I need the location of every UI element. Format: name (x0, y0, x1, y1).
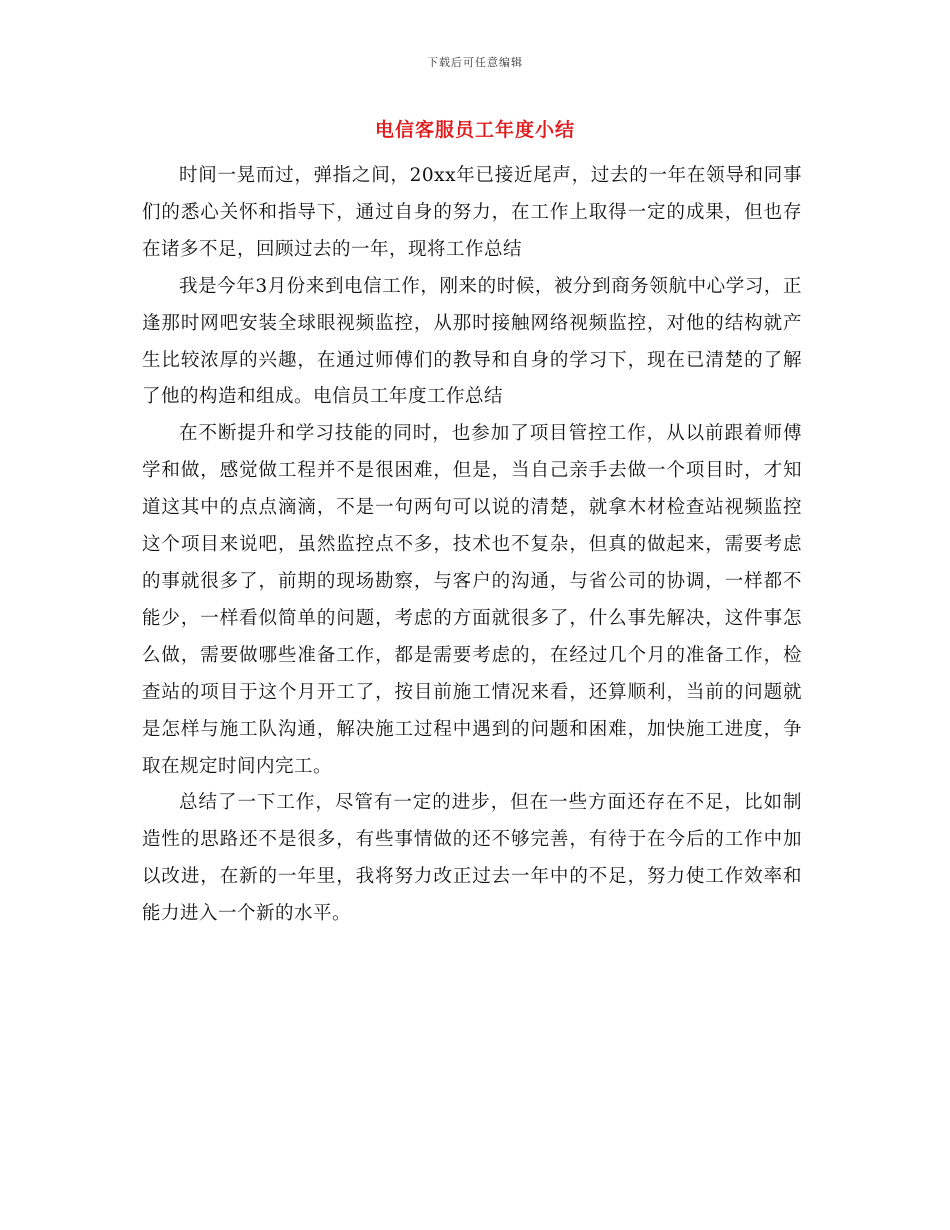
paragraph: 在不断提升和学习技能的同时，也参加了项目管控工作，从以前跟着师傅学和做，感觉做工程并不是很困难，但是，当自己亲手去做一个项目时，才知道这其中的点点滴滴，不是一句两句可以说的清楚，就拿木材检查站视频监控这个项目来说吧，虽然监控点不多，技术也不复杂，但真的做起来，需要考虑的事就很多了，前期的现场勘察，与客户的沟通，与省公司的协调，一样都不能少，一样看似简单的问题，考虑的方面就很多了，什么事先解决，这件事怎么做，需要做哪些准备工作，都是需要考虑的，在经过几个月的准备工作，检查站的项目于这个月开工了，按目前施工情况来看，还算顺利，当前的问题就是怎样与施工队沟通，解决施工过程中遇到的问题和困难，加快施工进度，争取在规定时间内完工。 (142, 423, 802, 777)
paragraph: 总结了一下工作，尽管有一定的进步，但在一些方面还存在不足，比如制造性的思路还不是很多，有些事情做的还不够完善，有待于在今后的工作中加以改进，在新的一年里，我将努力改正过去一年中的不足，努力使工作效率和能力进入一个新的水平。 (142, 792, 802, 925)
paragraph: 我是今年3月份来到电信工作，刚来的时候，被分到商务领航中心学习，正逢那时网吧安装全球眼视频监控，从那时接触网络视频监控，对他的结构就产生比较浓厚的兴趣，在通过师傅们的教导和自身的学习下，现在已清楚的了解了他的构造和组成。电信员工年度工作总结 (142, 275, 802, 408)
paragraph: 时间一晃而过，弹指之间，20xx年已接近尾声，过去的一年在领导和同事们的悉心关怀和指导下，通过自身的努力，在工作上取得一定的成果，但也存在诸多不足，回顾过去的一年，现将工作总结 (142, 165, 802, 260)
document-body (142, 158, 802, 933)
document-title: 电信客服员工年度小结 (374, 119, 575, 141)
header-note: 下载后可任意编辑 (427, 56, 523, 69)
